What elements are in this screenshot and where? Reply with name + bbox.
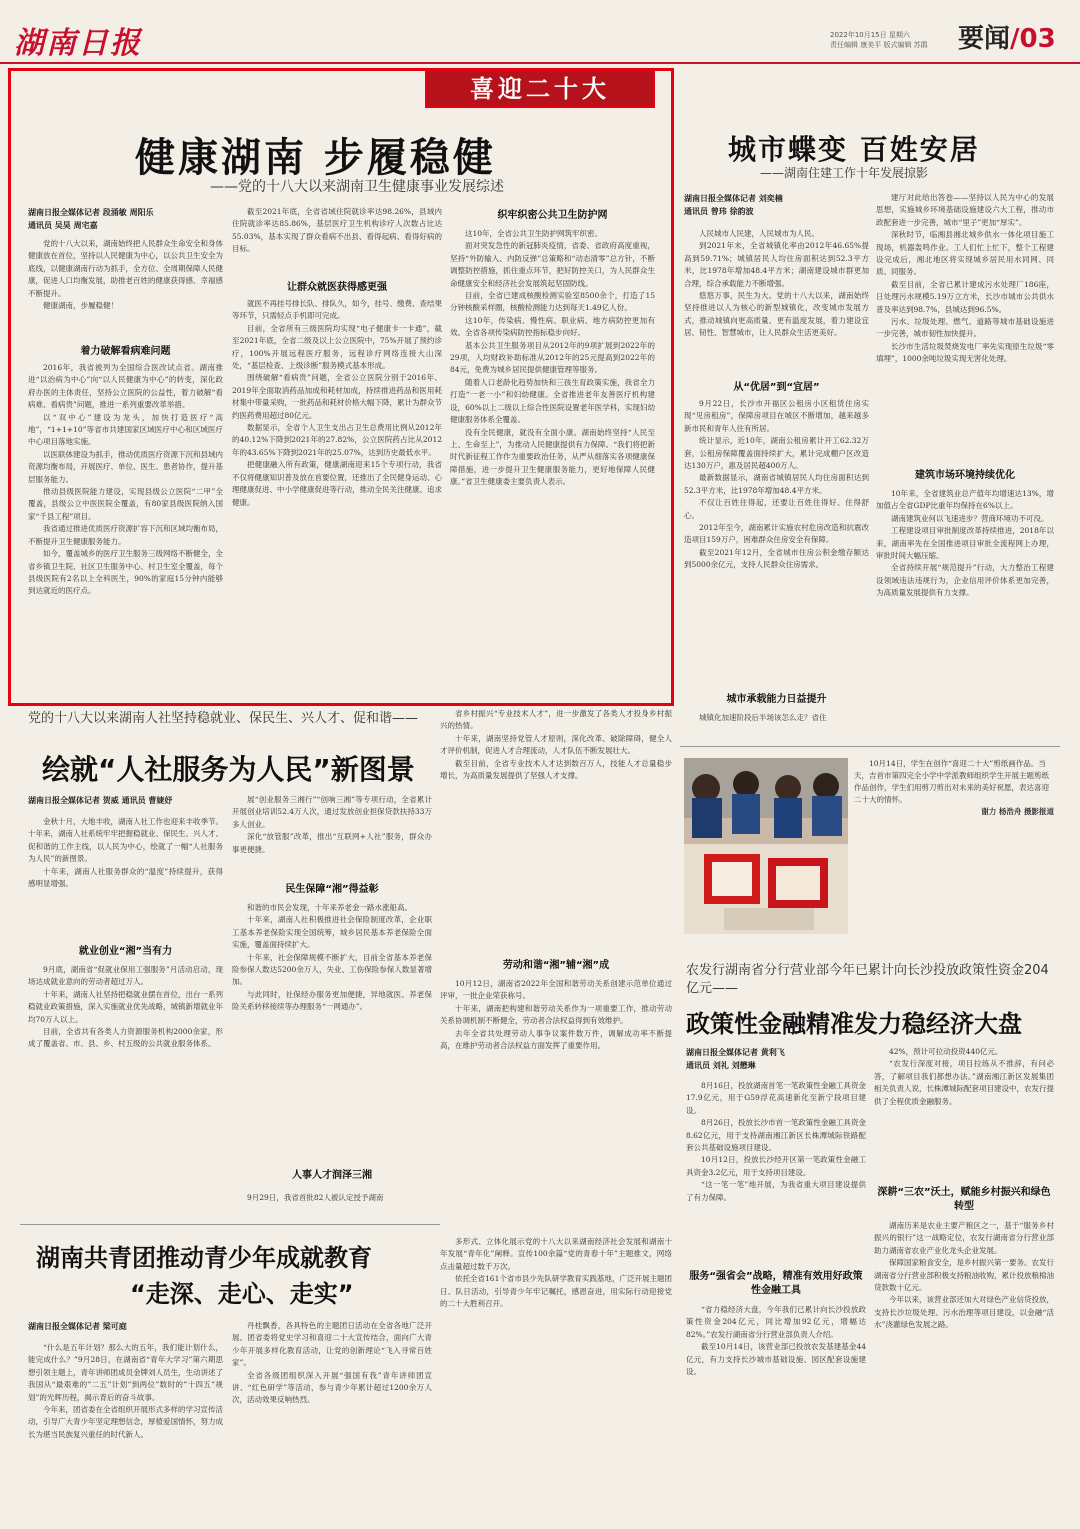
byline-line: 湖南日报全媒体记者 黄利飞 [686,1048,785,1057]
paragraph: 今年以来，该营业部还加大对绿色产业信贷投放，支持长沙垃圾处理、污水治理等项目建设，以金融“活水”浇灌绿色发展之路。 [874,1295,1054,1330]
feature-section-heading: 让群众就医获得感更强 [287,282,387,293]
feature-subtitle: ——党的十八大以来湖南卫生健康事业发展综述 [210,179,504,195]
paragraph: 数据显示，全省个人卫生支出占卫生总费用比例从2012年的40.12%下降到2021年的27.82%，公立医院药占比从2012年的43.65%下降到2021年的25.07%，达到历史最低水平。 [232,423,442,457]
renshe-section-heading: 劳动和谐“湘”辅“湘”成 [502,960,610,971]
feature-headline: 健康湖南 步履稳健 [135,135,496,181]
paragraph: 10年来，全省建筑业总产值年均增速达13%，增加值占全省GDP比重年均保持在6%以上。 [876,489,1054,511]
paragraph: 十年来，湖南坚持党管人才原则，深化改革、破除障碍，健全人才评价机制，促进人才合理流动，人才队伍不断发展壮大。 [440,733,672,756]
renshe-col3-body [440,978,672,1214]
paragraph: 十年来，湖南把构建和谐劳动关系作为一项重要工作，推动劳动关系协调机制不断健全，劳动者合法权益得到有效维护。 [440,1003,672,1026]
paragraph: 9月底，湖南省“促就业保用工强服务”月活动启动，现场达成就业意向的劳动者超过万人。 [28,965,223,987]
paragraph: 随着人口老龄化趋势加快和三孩生育政策实施，我省全力打造“一老一小”和妇幼健康。全省推进老年友善医疗机构建设，60%以上二级以上综合性医院设置老年医学科，实现妇幼健康服务体系全覆盖。 [450,377,655,425]
paragraph: “什么是五年计划？那么大的五年，我们能计划什么，能完成什么？”9月28日，在湖南省“青年大学习”第六期思想引领主题上，青年讲师团成员金牌刘人员生，生动讲述了我国从“最艰难的”二五”计划”到两位”数时的”十四五”规划”的光辉历程，揭示背后的奋斗故事。 [28,1343,223,1402]
renshe-col3-body [440,708,672,944]
bank-section-heading: 深耕“三农”沃土，赋能乡村振兴和绿色转型 [877,1187,1051,1212]
paragraph: 健康湖南，步履稳健！ [43,301,118,311]
byline-line: 通讯员 刘礼 刘懋琳 [686,1061,756,1070]
renshe-kicker: 党的十八大以来湖南人社坚持稳就业、保民生、兴人才、促和谐—— [28,711,419,726]
paragraph: 统计显示，近10年，湖南公租房累计开工62.32万套，公租房保障覆盖面持续扩大，累计完成棚户区改造达130万户，惠及居民超400万人。 [684,436,869,471]
paragraph: 10月12日，投放长沙经开区第一笔政策性金融工具资金3.2亿元，用于支持项目建设。 [686,1155,866,1177]
paragraph: 42%，预计可拉动投资440亿元。 [889,1047,1003,1056]
paragraph: 这10年，传染病、慢性病、职业病、地方病防控更加有效。全省各项传染病防控指标稳步向好。 [450,315,655,338]
paragraph: 和谐的市民会发现，十年来养老金一路水涨船高。 [247,903,412,912]
paragraph: 如今，覆盖城乡的医疗卫生服务三级网络不断健全，全省乡镇卫生院、社区卫生服务中心、村卫生室全覆盖，每个县级医院有2名以上全科医生，90%的家庭15分钟内能够到达就近的医疗点。 [28,549,223,596]
paragraph: “农发行深度对接，项目拉练从不推辞，有问必答，了解项目我们都想办法。”湖南湘江新区发展集团相关负责人说，长株潭城际配套项目建设中，农发行提供了全程优质金融服务。 [874,1059,1054,1106]
paragraph: 保障国家粮食安全，是乡村振兴第一要务。农发行湖南省分行营业部积极支持粮油收购，累计投放粮棉油贷款数十亿元。 [874,1258,1054,1293]
bank-col2-body [874,1220,1054,1500]
paragraph: 基本公共卫生服务项目从2012年的9项扩展到2022年的29项，人均财政补助标准从2012年的25元提高到2022年的84元，免费为城乡居民提供健康管理等服务。 [450,340,655,375]
paragraph: 工程建设项目审批制度改革持续推进，2018年以来，湖南率先在全国推进项目审批全流程网上办理，审批时间大幅压缩。 [876,526,1054,561]
paragraph: 深化“放管服”改革，推出“互联网+人社”服务，群众办事更便捷。 [232,832,432,854]
paragraph: 党的十八大以来，湖南始终把人民群众生命安全和身体健康放在首位，坚持以人民健康为中心，以公共卫生安全为底线，以健康湖南行动为抓手，全方位、全周期保障人民健康，促进人口均衡发展，助推老百姓的健康获得感、幸福感不断提升。 [28,239,223,298]
caption-text: 10月14日，学生在创作“喜迎二十大”剪纸画作品。当天，吉首市第四完全小学中学派教师组织学生开展主题剪纸作品创作，学生们用剪刀剪出对未来的美好祝愿，表达喜迎二十大的情怀。 [854,759,1049,804]
paragraph: 污水、垃圾处理、燃气、道路等城市基础设施进一步完善，城市韧性加快提升。 [876,317,1054,339]
byline-line: 通讯员 曾玮 徐韵波 [684,207,754,216]
bank-headline: 政策性金融精准发力稳经济大盘 [686,1010,1022,1038]
paragraph: 8月26日，投放长沙市首一笔政策性金融工具资金8.62亿元，用于支持湖南湘江新区长株潭城际铁路配套公共基础设施项目建设。 [686,1118,866,1153]
paragraph: 目前，全省所有三级医院均实现“电子健康卡一卡通”，截至2021年底，全省二级及以上公立医院中，75%开展了预约诊疗，100%开展远程医疗服务，远程诊疗网络连接大山深处，“基层检查、上级诊断”服务模式基本形成。 [232,323,442,371]
section-label [958,18,1056,55]
paragraph: 截至2021年12月，全省城市住房公积金缴存额达到5000余亿元，支持人民群众住房需求。 [684,547,869,570]
byline-line: 通讯员 吴昊 周宅嘉 [28,221,98,230]
paragraph: 截至目前，全省专业技术人才达到数百万人，技能人才总量稳步增长，为高质量发展提供了坚强人才支撑。 [440,758,672,781]
feature-col3-body [450,228,655,682]
paragraph: 十年来，湖南人社积极推进社会保险制度改革，企业职工基本养老保险实现全国统筹，城乡居民基本养老保险全面实施，覆盖面持续扩大。 [232,915,432,950]
urban-col2-body [876,192,1054,454]
photo-credit: 谢力 杨浩舟 摄影报道 [981,807,1054,816]
paragraph: 以“双中心”建设为龙头，加快打造医疗“高地”，“1+1+10”等省市共建国家区域医疗中心和区域医疗中心项目落地实施。 [28,412,223,447]
renshe-headline: 绘就“人社服务为人民”新图景 [42,753,415,786]
urban-section-heading: 从“优居”到“宜居” [733,382,820,393]
renshe-col2-intro [232,794,432,870]
bank-col2-intro [874,1046,1054,1178]
paragraph: 十年来，湖南人社坚持把稳就业摆在首位，出台一系列稳就业政策措施，深入实施就业优先战略，城镇新增就业年均70万人以上。 [28,989,223,1024]
feature-section-heading: 织牢织密公共卫生防护网 [497,210,608,221]
renshe-col2-body [232,902,432,1154]
paragraph: 最新数据显示，湖南省城镇居民人均住房面积达到52.3平方米，比1978年增加48.4平方米。 [684,473,869,495]
youth-headline-line2: “走深、走心、走实” [130,1280,354,1308]
paragraph: 全省各级团组织深入开展“强国有我”青年讲师团宣讲、“红色研学”等活动，参与青少年累计超过1200余万人次，活动效果反响热烈。 [232,1370,432,1405]
paragraph: 不仅让百姓住得起，还要让百姓住得好、住得舒心。 [684,498,869,520]
paragraph: 金秋十月，大地丰收，湖南人社工作也迎来丰收季节。十年来，湖南人社系统牢牢把握稳就业、保民生、兴人才、促和谐的工作主线，以人民为中心，绘就了一幅“人社服务为人民”的新图景。 [28,817,223,864]
paragraph: 去年全省共处理劳动人事争议案件数万件，调解成功率不断提高，在维护劳动者合法权益方面发挥了重要作用。 [440,1028,672,1051]
urban-col1-body [684,398,869,680]
youth-col3-body [440,1236,672,1502]
paragraph: 深秋时节，临湘县湘北城乡供水一体化项目施工现场，机器轰鸣作业。工人们忙上忙下，整个工程建设完成后，湘北地区将实现城乡居民用水同网、同质、同服务。 [876,230,1054,277]
youth-headline: 湖南共青团推动青少年成就教育 [36,1244,372,1272]
paragraph: 截至2021年底，全省省域住院就诊率达98.26%，县域内住院就诊率达85.86%，基层医疗卫生机构诊疗人次数占比达55.03%，基本实现了群众看病不出县、看得起病、看得好病的目标。 [232,207,442,254]
bank-kicker: 农发行湖南省分行营业部今年已累计向长沙投放政策性资金204亿元—— [686,963,1049,996]
bank-col1-intro [686,1080,866,1260]
paragraph: 湖南历来是农业主要产粮区之一，基于“服务乡村振兴的银行”这一战略定位，农发行湖南省分行营业部助力湖南省农业产业化龙头企业发展。 [874,1221,1054,1255]
paragraph: 与此同时，社保经办服务更加便捷，异地就医、养老保险关系转移接续等办理服务“一网通办”。 [232,989,432,1012]
feature-byline [28,206,218,232]
bank-byline [686,1046,866,1072]
urban-col2-body [876,488,1054,734]
paragraph: 我省通过推进优质医疗资源扩容下沉和区域均衡布局，不断提升卫生健康服务能力。 [28,524,223,546]
paragraph: 就医不再挂号排长队、排队久，如今，挂号、缴费、查结果等环节，只需轻点手机即可完成。 [232,299,442,321]
bank-col1-body [686,1304,866,1500]
urban-section-heading: 建筑市场环境持续优化 [915,470,1015,481]
bank-section-heading: 服务“强省会”战略，精准有效用好政策性金融工具 [689,1271,863,1296]
issue-date: 2022年10月15日 星期六 [830,31,910,39]
paragraph: 长沙市生活垃圾焚烧发电厂率先实现原生垃圾“零填埋”，1000余吨垃圾实现无害化处理。 [876,341,1054,364]
paragraph: “省力稳经济大盘，今年我们已累计向长沙投放政策性资金204亿元，同比增加92亿元，增幅达82%。”农发行湖南省分行营业部负责人介绍。 [686,1305,866,1339]
paragraph: 2016年，我省被列为全国综合医改试点省。湖南推进“以治病为中心”向“以人民健康为中心”的转变，深化政府办医的主体责任，坚持公立医院的公益性，着力破解“看病难、看病贵”问题，推进一系列重要改革举措。 [28,363,223,410]
renshe-col2-tail [232,1192,432,1206]
paragraph: 到2021年末，全省城镇化率由2012年46.65%提高到59.71%；城镇居民人均住房面积达到52.3平方米，比1978年增加48.4平方米；湖南建设城市群更加合理，综合承载能力不断增强。 [684,241,869,288]
paragraph: 全省持续开展“规范提升”行动，大力整治工程建设领域违法违规行为，企业信用评价体系更加完善，为高质量发展提供有力支撑。 [876,563,1054,598]
paragraph: 展“创业服务三湘行”“创响三湘”等专项行动，全省累计开展创业培训52.4万人次，通过发放创业担保贷款扶持33万多人创业。 [232,795,432,829]
byline-line: 湖南日报全媒体记者 刘奕楠 [684,194,783,203]
renshe-section-heading: 人事人才润泽三湘 [292,1170,372,1181]
page-number: /03 [1010,24,1056,54]
paragraph: 省乡村振兴“专业技术人才”，进一步激发了各类人才投身乡村振兴的热情。 [440,709,672,731]
renshe-section-heading: 就业创业“湘”当有力 [78,946,173,957]
feature-banner: 喜迎二十大 [425,70,655,108]
feature-col1-intro [28,238,223,340]
paragraph: 截至目前，全省已累计建成污水处理厂186座，日处理污水规模5.19万立方米，长沙市城市公共供水普及率达到98.7%，县城达到96.5%。 [876,279,1054,314]
paragraph: 目前，全省共有各类人力资源服务机构2000余家，形成了覆盖省、市、县、乡、村五级的公共就业服务体系。 [28,1027,223,1049]
paragraph: 依托全省161个省市县少先队研学教育实践基地，广泛开展主题团日、队日活动，引导青少年牢记嘱托，感恩奋进，用实际行动迎接党的二十大胜利召开。 [440,1274,672,1309]
paragraph: 推动县级医院能力建设，实现县级公立医院“二甲”全覆盖，县级公立中医医院全覆盖，有80家县级医院纳入国家“千县工程”项目。 [28,487,223,521]
paragraph: 截至10月14日，该营业部已投放农发基建基金44亿元，有力支持长沙城市基础设施、园区配套设施建设。 [686,1342,866,1377]
youth-byline: 湖南日报全媒体记者 梁可庭 [28,1322,127,1331]
paragraph: 丹桂飘香，各具特色的主题团日活动在全省各地广泛开展。团省委将党史学习和喜迎二十大宣传结合，面向广大青少年开展多样化教育活动，让党的创新理论“飞入寻常百姓家”。 [232,1321,432,1368]
issue-meta [830,30,950,50]
urban-col1-intro [684,228,869,366]
paragraph: 没有全民健康，就没有全面小康。湖南始终坚持“人民至上、生命至上”，为推动人民健康提供有力保障。“我们将把新时代新征程工作作为重要政治任务，从严从细落实各项健康保障措施，进一步提升卫生健康服务能力，更好地保障人民健康。”省卫生健康委主要负责人表示。 [450,427,655,487]
renshe-byline: 湖南日报全媒体记者 贺威 通讯员 曹婕妤 [28,796,173,805]
paragraph: 人民城市人民建，人民城市为人民。 [699,229,819,238]
news-photo [684,758,848,934]
students-papercut-photo [684,758,848,934]
youth-col2-body [232,1320,432,1502]
section-name: 要闻 [958,24,1011,54]
youth-col1-body [28,1342,223,1502]
feature-col2-intro [232,206,442,270]
section-divider [680,746,1060,747]
urban-subtitle: ——湖南住建工作十年发展掠影 [760,166,929,180]
paragraph: 今年来，团省委在全省组织开展形式多样的学习宣传活动，引导广大青少年坚定理想信念，厚植爱国情怀，努力成长为堪当民族复兴重任的时代新人。 [28,1405,223,1439]
renshe-col1-intro [28,816,223,928]
paragraph: 这10年，全省公共卫生防护网筑牢织密。 [465,229,603,238]
paragraph: 面对突发急性的新冠肺炎疫情，省委、省政府高度重视，坚持“外防输入、内防反弹”总策略和“动态清零”总方针，不断调整防控措施，抓住重点环节，把好防控关口，为人民群众生命健康安全和经济社会发展筑起坚固防线。 [450,241,655,288]
renshe-section-heading: 民生保障“湘”得益彰 [285,884,379,895]
section-divider [20,1224,440,1225]
paragraph: 9月29日，我省首批82人被认定授予湖南 [247,1193,384,1202]
byline-line: 湖南日报全媒体记者 段涌敏 周阳乐 [28,208,154,217]
urban-byline [684,192,869,218]
paragraph: 把健康融入所有政策，健康湖南迎来15个专项行动，我省不仅将健康知识普及放在首要位置，还推出了全民健身运动、心理健康促进、中小学健康促进等行动，推动全民关注健康、追求健康。 [232,460,442,507]
renshe-col1-body [28,964,223,1216]
paragraph: 悠悠万事，民生为大。党的十八大以来，湖南始终坚持推进以人为核心的新型城镇化，改变城市发展方式，推动城镇向更高质量、更有温度发展，着力建设宜居、韧性、智慧城市，让人民群众生活更美好。 [684,291,869,338]
paragraph: 围绕破解“看病贵”问题，全省公立医院分别于2016年、2019年全面取消药品加成和耗材加成，持续推进药品和医用耗材集中带量采购，一批药品和耗材价格大幅下降，累计为群众节约医药费用超过80亿元。 [232,373,442,420]
paragraph: 城镇化加速阶段后半场该怎么走？省住 [699,713,827,722]
paragraph: 建厅对此给出答卷——坚持以人民为中心的发展思想，实施城乡环境基础设施建设六大工程，推动市政配套进一步完善，城市“里子”更加“厚实”。 [876,193,1054,227]
urban-headline: 城市蝶变 百姓安居 [728,133,980,166]
paragraph: 8月16日，投放湖南首笔一笔政策性金融工具资金17.9亿元，用于G59浮花高速新化至新宁段项目建设。 [686,1081,866,1115]
photo-caption [854,758,1054,818]
paragraph: 2012年至今，湖南累计实施农村危房改造和抗震改造项目159万户，困难群众住房安全有保障。 [684,523,869,545]
paragraph: 9月22日，长沙市开福区公租房小区租赁住房实现“见房租房”，保障房项目在城区不断增加，越来越多新市民和青年人住有所居。 [684,399,869,433]
paragraph: 以医联体建设为抓手，推动优质医疗资源下沉和县域内资源均衡布局，开展医疗、单位、医生、患者协作，提升基层服务能力。 [28,449,223,484]
urban-section-heading: 城市承载能力日益提升 [726,694,827,705]
feature-section-heading: 着力破解看病难问题 [80,346,171,357]
paragraph: 湖南建筑业何以飞速进步？营商环境功不可没。 [891,513,1049,523]
paragraph: 十年来，社会保障规模不断扩大，目前全省基本养老保险参保人数达5200余万人，失业、工伤保险参保人数显著增加。 [232,952,432,987]
paragraph: 十年来，湖南人社服务群众的“温度”持续提升，获得感明显增强。 [28,866,223,889]
paragraph: 10月12日，湖南省2022年全国和谐劳动关系创建示范单位通过评审，一批企业荣获称号。 [440,979,672,1001]
issue-editors: 责任编辑 康美平 版式编辑 苏鹃 [830,41,928,49]
masthead-rule [0,62,1080,64]
urban-col1-tail [684,712,869,726]
feature-col1-body [28,362,223,682]
paragraph: “这一笔一笔”地开展，为我省重大项目建设提供了有力保障。 [686,1180,866,1202]
feature-col2-body [232,298,442,682]
paragraph: 多形式、立体化展示党的十八大以来湖南经济社会发展和湖南十年发展“青年化”阐释。宣传100余篇“党的青春十年”主题推文，网络点击量超过数千万次。 [440,1237,672,1271]
paragraph: 目前，全省已建成核酸检测实验室8500余个，打造了15分钟核酸采样圈，核酸检测能力达到每天1.49亿人份。 [450,291,655,313]
newspaper-logo: 湖南日报 [14,26,142,61]
